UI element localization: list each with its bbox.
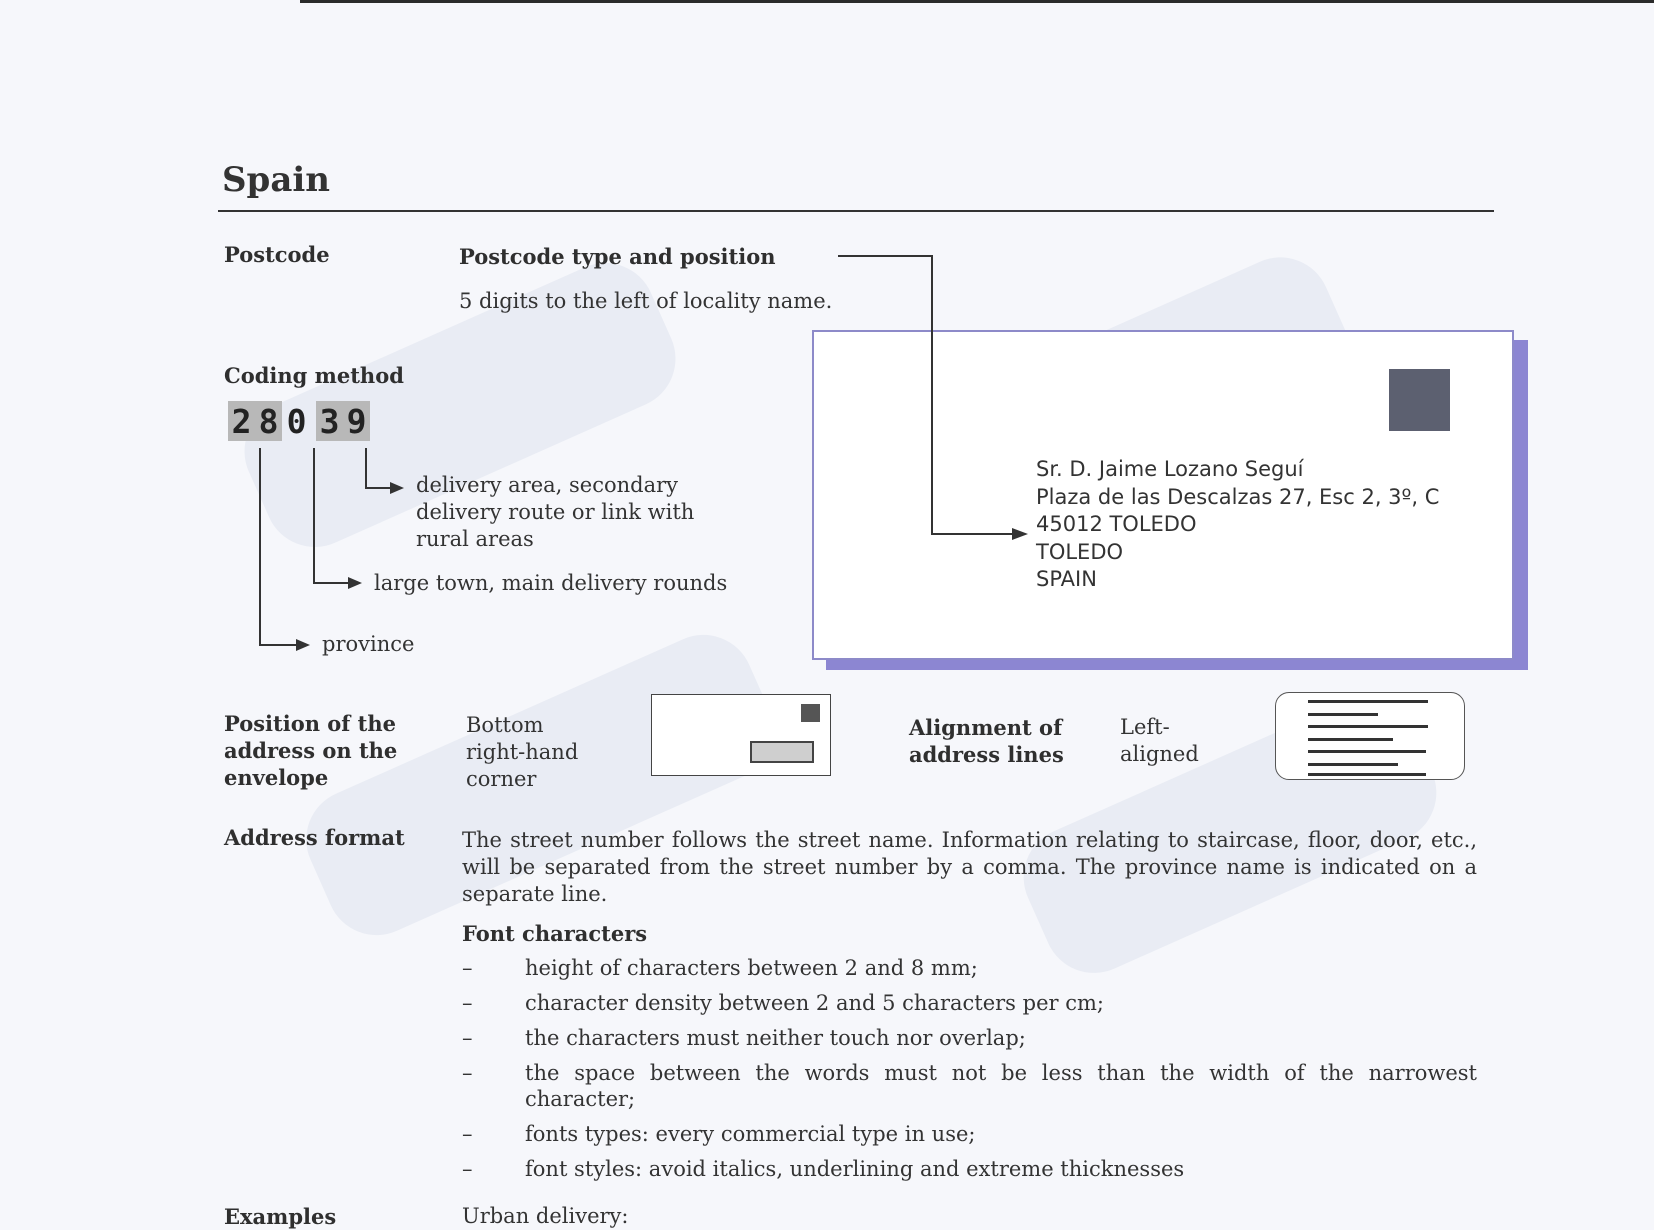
address-line: 45012 TOLEDO bbox=[1036, 512, 1197, 536]
text-line-icon bbox=[1308, 738, 1393, 741]
text-line-icon bbox=[1308, 750, 1426, 753]
left-aligned-lines-icon bbox=[1275, 692, 1465, 780]
dash-bullet: – bbox=[462, 1061, 473, 1085]
alignment-value bbox=[1120, 714, 1199, 768]
address-line: TOLEDO bbox=[1036, 539, 1124, 564]
text-line-icon bbox=[1308, 700, 1428, 703]
list-item bbox=[462, 1156, 1477, 1182]
text-line-icon bbox=[1308, 725, 1428, 728]
address-line: Sr. D. Jaime Lozano Seguí bbox=[1036, 457, 1304, 481]
text-line-icon bbox=[1308, 713, 1378, 716]
font-characters-heading: Font characters bbox=[462, 921, 648, 946]
page-title: Spain bbox=[222, 160, 330, 200]
coding-method-label: Coding method bbox=[224, 363, 404, 388]
arrow-head-icon bbox=[1012, 528, 1028, 540]
legend-large-town: large town, main delivery rounds bbox=[374, 571, 728, 595]
mini-address-block-icon bbox=[750, 741, 814, 763]
position-value-line: corner bbox=[466, 767, 537, 791]
list-item bbox=[462, 1060, 1477, 1112]
position-label-line: envelope bbox=[224, 765, 329, 790]
postcode-digit: 9 bbox=[343, 401, 370, 441]
list-item-text: height of characters between 2 and 8 mm; bbox=[525, 956, 978, 980]
text-line-icon bbox=[1308, 763, 1398, 766]
position-value-line: right-hand bbox=[466, 740, 579, 764]
list-item-text: the space between the words must not be less than the width of the narrowest character; bbox=[525, 1061, 1477, 1111]
arrow-head-icon bbox=[348, 577, 362, 589]
alignment-value-line: Left- bbox=[1120, 715, 1170, 739]
postcode-label: Postcode bbox=[224, 242, 330, 267]
address-line: Plaza de las Descalzas 27, Esc 2, 3º, C bbox=[1036, 484, 1440, 509]
address-format-text: The street number follows the street name. Information relating to staircase, floor, door, etc., will be separated from the street number by a comma. The province name is indicated on a separate line. bbox=[462, 828, 1477, 906]
postcode-digit: 8 bbox=[255, 401, 282, 441]
text-line-icon bbox=[1308, 773, 1426, 776]
legend-line: rural areas bbox=[416, 527, 534, 551]
list-item bbox=[462, 955, 1477, 981]
position-value-line: Bottom bbox=[466, 713, 544, 737]
legend-line: delivery route or link with bbox=[416, 500, 695, 524]
legend-line: delivery area, secondary bbox=[416, 473, 679, 497]
position-label bbox=[224, 710, 397, 791]
alignment-value-line: aligned bbox=[1120, 742, 1199, 766]
dash-bullet: – bbox=[462, 991, 473, 1015]
dash-bullet: – bbox=[462, 1122, 473, 1146]
alignment-label-line: Alignment of bbox=[909, 715, 1063, 740]
postcode-digit: 0 bbox=[286, 401, 307, 441]
dash-bullet: – bbox=[462, 1157, 473, 1181]
postcode-type-text: 5 digits to the left of locality name. bbox=[459, 289, 833, 313]
arrow-head-icon bbox=[296, 639, 310, 651]
list-item-text: character density between 2 and 5 characters per cm; bbox=[525, 991, 1104, 1015]
address-format-label: Address format bbox=[224, 825, 405, 850]
alignment-label-line: address lines bbox=[909, 742, 1064, 767]
position-label-line: Position of the bbox=[224, 711, 396, 736]
legend-province: province bbox=[322, 632, 415, 656]
dash-bullet: – bbox=[462, 956, 473, 980]
font-characters-list bbox=[462, 955, 1477, 1191]
position-value bbox=[466, 712, 578, 793]
list-item-text: font styles: avoid italics, underlining and extreme thicknesses bbox=[525, 1157, 1185, 1181]
postcode-digit: 2 bbox=[228, 401, 255, 441]
list-item bbox=[462, 1025, 1477, 1051]
postcode-digit: 3 bbox=[316, 401, 343, 441]
examples-label: Examples bbox=[224, 1204, 337, 1229]
list-item-text: fonts types: every commercial type in use; bbox=[525, 1122, 976, 1146]
arrow-head-icon bbox=[390, 482, 404, 494]
list-item bbox=[462, 1121, 1477, 1147]
postcode-type-heading: Postcode type and position bbox=[459, 244, 776, 269]
dash-bullet: – bbox=[462, 1026, 473, 1050]
alignment-label bbox=[909, 714, 1064, 768]
examples-text: Urban delivery: bbox=[462, 1204, 629, 1228]
position-label-line: address on the bbox=[224, 738, 398, 763]
mini-stamp-icon bbox=[801, 704, 820, 722]
list-item-text: the characters must neither touch nor overlap; bbox=[525, 1026, 1026, 1050]
address-line: SPAIN bbox=[1036, 567, 1097, 591]
list-item bbox=[462, 990, 1477, 1016]
